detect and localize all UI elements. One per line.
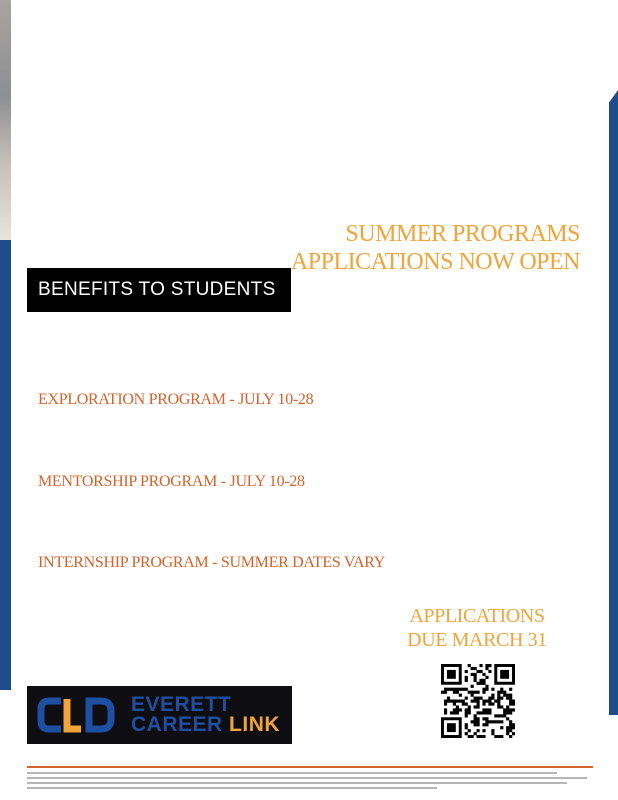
logo-link: LINK [229, 713, 281, 736]
program-internship: INTERNSHIP PROGRAM - SUMMER DATES VARY [38, 554, 386, 571]
headline-line-1: SUMMER PROGRAMS [345, 221, 580, 247]
everett-career-link-logo [27, 686, 292, 744]
program-exploration: EXPLORATION PROGRAM - JULY 10-28 [38, 391, 314, 408]
logo-mark-icon [37, 695, 121, 735]
logo-wordmark [131, 695, 280, 735]
benefits-banner: BENEFITS TO STUDENTS [27, 268, 291, 312]
deadline-line-2: DUE MARCH 31 [407, 629, 547, 651]
deadline-line-1: APPLICATIONS [409, 605, 545, 627]
headline [291, 220, 580, 276]
footer-fine-print [27, 771, 593, 795]
program-mentorship: MENTORSHIP PROGRAM - JULY 10-28 [38, 473, 305, 490]
logo-line-2 [131, 715, 280, 735]
left-photo-strip [0, 0, 11, 240]
footer-fine-print-graphic [27, 771, 593, 793]
logo-career: CAREER [131, 713, 223, 736]
qr-code[interactable] [441, 664, 515, 738]
logo-line-1: EVERETT [131, 693, 232, 716]
footer-rule [27, 766, 593, 768]
deadline [400, 604, 554, 652]
right-accent-bar [609, 90, 618, 715]
qr-code-graphic [441, 664, 515, 738]
headline-line-2: APPLICATIONS NOW OPEN [290, 249, 580, 275]
